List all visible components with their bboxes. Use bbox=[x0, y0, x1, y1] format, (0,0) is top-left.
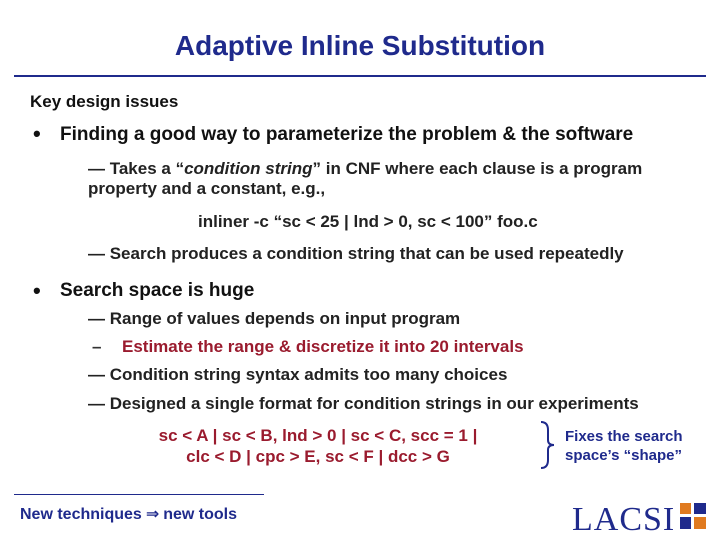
sub-1-prefix: — Takes a “ bbox=[88, 159, 185, 178]
bullet-marker-1: • bbox=[33, 121, 41, 146]
bullet-2-sub-3: — Designed a single format for condition strings in our experiments bbox=[88, 394, 639, 413]
subsub-dash: – bbox=[92, 337, 102, 356]
condition-line-2: clc < D | cpc > E, sc < F | dcc > G bbox=[186, 447, 450, 466]
condition-string-term: condition string bbox=[184, 159, 313, 178]
bullet-2-subsub: Estimate the range & discretize it into 20 intervals bbox=[122, 337, 524, 356]
lacsi-logo bbox=[572, 497, 712, 537]
footer-right-text: new tools bbox=[163, 506, 237, 523]
bullet-2-text: Search space is huge bbox=[60, 280, 255, 301]
bullet-marker-2: • bbox=[33, 278, 41, 303]
implies-arrow-icon: ⇒ bbox=[145, 506, 160, 523]
condition-line-1: sc < A | sc < B, lnd > 0 | sc < C, scc = 1 | bbox=[158, 426, 478, 445]
slide-title: Adaptive Inline Substitution bbox=[174, 30, 546, 61]
bullet-1-sub-2: — Search produces a condition string that can be used repeatedly bbox=[88, 244, 624, 263]
bullet-2-sub-1: — Range of values depends on input program bbox=[88, 309, 461, 328]
footer-left-text: New techniques bbox=[20, 506, 142, 523]
condition-format bbox=[128, 425, 508, 467]
example-command: inliner -c “sc < 25 | lnd > 0, sc < 100” foo.c bbox=[198, 212, 538, 231]
shape-note: Fixes the search space’s “shape” bbox=[565, 428, 683, 464]
bullet-1-text: Finding a good way to parameterize the problem & the software bbox=[60, 124, 634, 145]
title-divider bbox=[14, 75, 706, 77]
logo-wordmark: LACSI bbox=[572, 501, 676, 537]
section-heading: Key design issues bbox=[30, 92, 179, 111]
bullet-1-sub-1 bbox=[88, 159, 642, 179]
bullet-2-sub-2: — Condition string syntax admits too many choices bbox=[88, 365, 508, 384]
bullet-1-sub-1-line-2: property and a constant, e.g., bbox=[88, 179, 326, 198]
footer-caption bbox=[20, 504, 237, 524]
sub-1-suffix: ” in CNF where each clause is a program bbox=[312, 159, 643, 178]
footer-divider bbox=[14, 494, 264, 495]
curly-brace-icon bbox=[538, 420, 558, 470]
